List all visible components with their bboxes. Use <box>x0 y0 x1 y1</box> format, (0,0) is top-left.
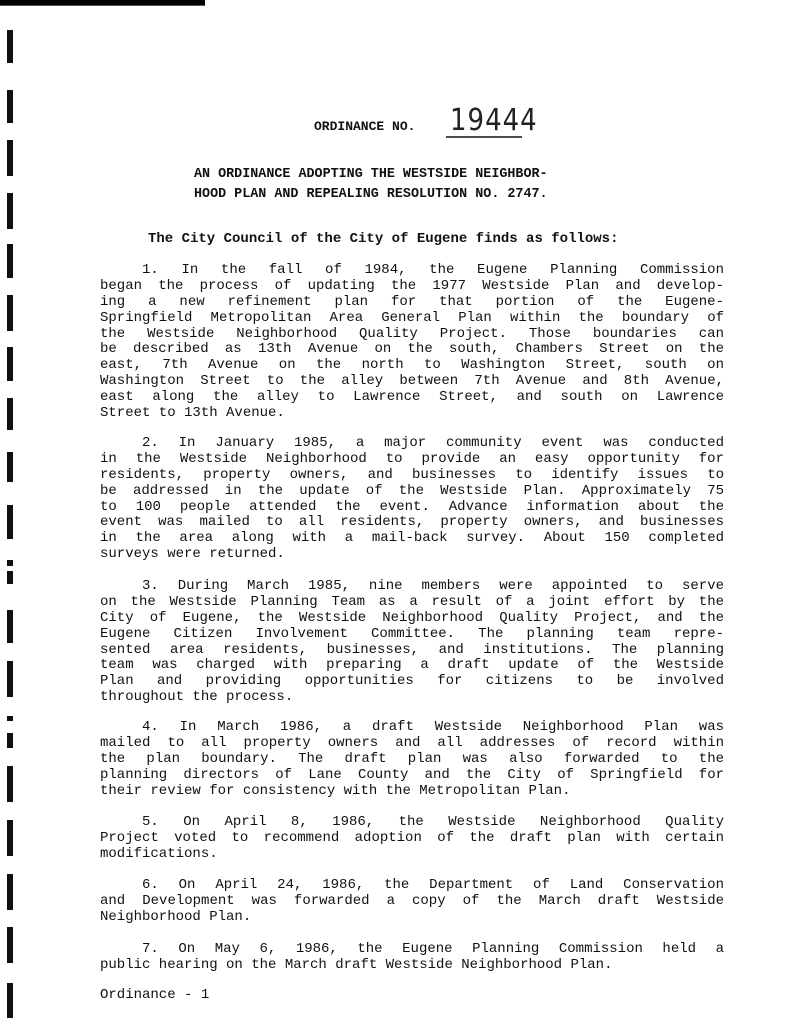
binding-mark <box>7 244 13 278</box>
paragraph-line: be described as 13th Avenue on the south, Chambers Street on the <box>100 342 724 358</box>
paragraph-line: mailed to all property owners and all addresses of record within <box>100 735 724 751</box>
paragraph-line: residents, property owners, and businesses to identify issues to <box>100 467 724 483</box>
paragraph-line: their review for consistency with the Metropolitan Plan. <box>100 783 571 799</box>
ordinance-number-handwritten: 19444 <box>450 103 538 139</box>
paragraph-line: event was mailed to all residents, property owners, and businesses <box>100 515 724 531</box>
paragraph-line: 3. During March 1985, nine members were appointed to serve <box>142 579 724 594</box>
scan-edge-line-shadow <box>0 5 205 6</box>
binding-mark <box>7 927 13 963</box>
paragraph-line: throughout the process. <box>100 690 294 706</box>
binding-mark <box>7 766 13 802</box>
ordinance-title <box>194 165 548 205</box>
paragraph-line: east, 7th Avenue on the north to Washington Street, south on <box>100 358 724 374</box>
paragraph-line: public hearing on the March draft Westside Neighborhood Plan. <box>100 957 613 973</box>
paragraph-line: 6. On April 24, 1986, the Department of Land Conservation <box>142 878 724 893</box>
finding-paragraph <box>100 579 724 706</box>
paragraph-line: the Westside Neighborhood Quality Project. Those boundaries can <box>100 326 724 342</box>
binding-mark <box>7 820 13 856</box>
binding-mark <box>7 716 13 721</box>
binding-mark <box>7 874 13 910</box>
finding-paragraph <box>100 720 724 799</box>
finding-paragraph <box>100 436 724 563</box>
binding-mark <box>7 140 13 176</box>
paragraph-line: in the Westside Neighborhood to provide an easy opportunity for <box>100 451 724 467</box>
paragraph-line: planning directors of Lane County and the City of Springfield for <box>100 767 724 783</box>
finding-paragraph <box>100 263 724 422</box>
binding-mark <box>7 560 13 566</box>
binding-mark <box>7 661 13 697</box>
paragraph-line: Plan and providing opportunities for citizens to be involved <box>100 674 724 690</box>
binding-mark <box>7 193 13 229</box>
binding-mark <box>7 733 13 748</box>
paragraph-line: Springfield Metropolitan Area General Plan within the boundary of <box>100 310 724 326</box>
binding-mark <box>7 398 13 430</box>
paragraph-line: modifications. <box>100 846 218 862</box>
paragraph-line: be addressed in the update of the Westside Plan. Approximately 75 <box>100 483 724 499</box>
ordinance-label: ORDINANCE NO. <box>314 119 416 134</box>
paragraph-line: team was charged with preparing a draft update of the Westside <box>100 658 724 674</box>
paragraph-line: City of Eugene, the Westside Neighborhood Quality Project, and the <box>100 610 724 626</box>
paragraph-line: and Development was forwarded a copy of the March draft Westside <box>100 893 724 909</box>
page-footer: Ordinance - 1 <box>100 987 210 1003</box>
paragraph-line: to 100 people attended the event. Advance information about the <box>100 499 724 515</box>
paragraph-line: ing a new refinement plan for that portion of the Eugene- <box>100 294 724 310</box>
paragraph-line: Project voted to recommend adoption of the draft plan with certain <box>100 830 724 846</box>
paragraph-line: in the area along with a mail-back survey. About 150 completed <box>100 531 724 547</box>
paragraph-line: Neighborhood Plan. <box>100 909 252 925</box>
paragraph-line: east along the alley to Lawrence Street, and south on Lawrence <box>100 390 724 406</box>
binding-mark <box>7 30 13 63</box>
paragraph-line: 5. On April 8, 1986, the Westside Neighborhood Quality <box>142 815 724 830</box>
binding-mark <box>7 983 13 1018</box>
paragraph-line: sented area residents, businesses, and institutions. The planning <box>100 642 724 658</box>
paragraph-line: on the Westside Planning Team as a result of a joint effort by the <box>100 594 724 610</box>
binding-mark <box>7 90 13 123</box>
paragraph-line: 2. In January 1985, a major community event was conducted <box>142 436 724 451</box>
finding-paragraph <box>100 942 724 974</box>
paragraph-line: surveys were returned. <box>100 547 285 563</box>
binding-mark <box>7 347 13 381</box>
ordinance-number-underline <box>446 135 522 139</box>
title-line: AN ORDINANCE ADOPTING THE WESTSIDE NEIGHBOR- <box>194 167 548 182</box>
paragraph-line: 1. In the fall of 1984, the Eugene Planning Commission <box>142 263 724 278</box>
binding-mark <box>7 295 13 331</box>
paragraph-line: 7. On May 6, 1986, the Eugene Planning Commission held a <box>142 942 724 957</box>
paragraph-line: Washington Street to the alley between 7th Avenue and 8th Avenue, <box>100 374 724 390</box>
paragraph-line: 4. In March 1986, a draft Westside Neighborhood Plan was <box>142 720 724 735</box>
binding-mark <box>7 571 13 584</box>
paragraph-line: the plan boundary. The draft plan was also forwarded to the <box>100 751 724 767</box>
intro-statement: The City Council of the City of Eugene finds as follows: <box>148 231 619 247</box>
paragraph-line: began the process of updating the 1977 Westside Plan and develop- <box>100 278 724 294</box>
binding-mark <box>7 610 13 643</box>
binding-mark <box>7 505 13 539</box>
binding-mark <box>7 452 13 482</box>
finding-paragraph <box>100 878 724 926</box>
title-line: HOOD PLAN AND REPEALING RESOLUTION NO. 2747. <box>194 187 548 202</box>
paragraph-line: Eugene Citizen Involvement Committee. The planning team repre- <box>100 626 724 642</box>
finding-paragraph <box>100 815 724 863</box>
paragraph-line: Street to 13th Avenue. <box>100 406 285 422</box>
